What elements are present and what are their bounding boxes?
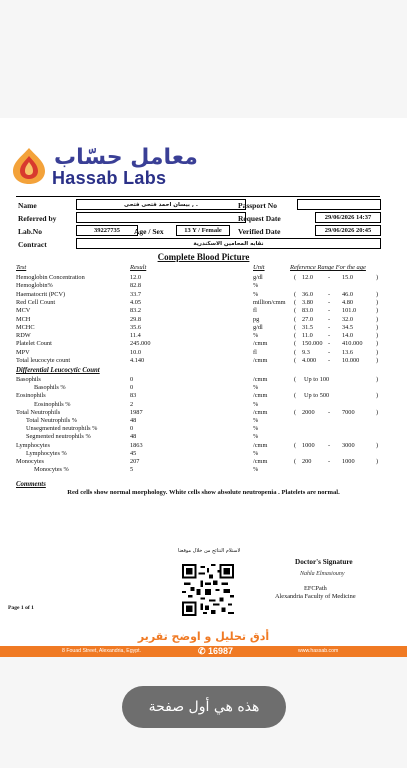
test-name: Unsegmented neutrophils % — [26, 425, 98, 433]
result-value: 245.000 — [130, 340, 151, 348]
ref-high: 10.000 — [342, 357, 360, 364]
test-name: MCHC — [16, 323, 35, 331]
table-row — [16, 324, 386, 332]
contract-label: Contract — [18, 240, 47, 249]
ref-open: ( — [294, 290, 297, 298]
ref-low: 36.0 — [302, 290, 314, 298]
ref-open: ( — [294, 298, 297, 306]
ref-dash: - — [328, 458, 331, 465]
test-name: MCH — [16, 315, 31, 323]
ref-low: 200 — [302, 458, 312, 465]
ref-high: 32.0 — [342, 315, 354, 323]
result-value: 48 — [130, 417, 137, 424]
request-date-label: Request Date — [238, 214, 281, 223]
result-value: 1863 — [130, 441, 143, 449]
test-name: Eosinophils — [16, 392, 46, 400]
info-row-name — [16, 199, 382, 212]
contract-value: نقابه المحامين الاسكندرية — [76, 238, 381, 249]
ref-high: 15.0 — [342, 274, 354, 281]
labno-value: 39227735 — [76, 225, 138, 236]
test-name: Basophils — [16, 376, 41, 383]
result-value: 12.0 — [130, 274, 142, 281]
info-row-labno — [16, 225, 382, 238]
ref-high: 14.0 — [342, 332, 354, 340]
ref-high: 410.000 — [342, 340, 363, 348]
ref-open: ( — [294, 376, 297, 383]
test-name: Segmented neutrophils % — [26, 433, 91, 441]
ref-high: 101.0 — [342, 307, 357, 315]
unit-value: % — [253, 400, 259, 408]
unit-value: million/cmm — [253, 298, 286, 306]
ref-low: 150.000 — [302, 340, 323, 348]
diff-title: Differential Leucocytic Count — [16, 367, 100, 374]
footer-website[interactable]: www.hassab.com — [298, 648, 339, 654]
ref-low: 2000 — [302, 408, 315, 416]
test-name: Monocytes % — [34, 466, 69, 474]
comments-label: Comments — [16, 481, 46, 488]
ref-open: ( — [294, 348, 297, 356]
table-row — [16, 376, 386, 384]
ref-open: ( — [294, 307, 297, 315]
ref-close: ) — [376, 348, 379, 356]
table-row — [16, 433, 386, 441]
ref-dash: - — [328, 441, 331, 449]
result-value: 0 — [130, 384, 134, 392]
table-row — [16, 274, 386, 282]
result-value: 33.7 — [130, 290, 142, 298]
ref-open: ( — [294, 332, 297, 340]
ref-open: ( — [294, 340, 297, 348]
result-value: 29.8 — [130, 315, 142, 323]
table-row — [16, 307, 386, 315]
ref-close: ) — [376, 315, 379, 323]
footer-bar — [0, 646, 407, 657]
unit-value: % — [253, 384, 259, 392]
ref-open: ( — [294, 408, 297, 416]
ref-dash: - — [328, 315, 331, 323]
test-name: Total Neutrophils — [16, 408, 61, 416]
unit-value: % — [253, 332, 259, 340]
unit-value: fl — [253, 307, 257, 315]
ref-close: ) — [376, 332, 379, 340]
test-name: Red Cell Count — [16, 298, 56, 306]
result-value: 207 — [130, 458, 140, 465]
verified-date-value: 29/06/2026 20:45 — [315, 225, 381, 236]
ref-open: ( — [294, 357, 297, 364]
table-row — [16, 291, 386, 299]
test-name: Monocytes — [16, 458, 44, 465]
ref-close: ) — [376, 458, 379, 465]
labno-label: Lab.No — [18, 227, 42, 236]
unit-value: /cmm — [253, 376, 268, 383]
ref-close: ) — [376, 340, 379, 348]
ref-dash: - — [328, 323, 331, 331]
test-name: Hemoglobin Concentration — [16, 274, 85, 281]
footer-address: 8 Fouad Street, Alexandria, Egypt. — [62, 648, 142, 654]
result-value: 4.140 — [130, 357, 145, 364]
table-row — [16, 340, 386, 348]
col-ref-header: Reference Range For the age — [290, 264, 366, 271]
test-name: Basophils % — [34, 384, 66, 392]
table-row — [16, 349, 386, 357]
ref-close: ) — [376, 298, 379, 306]
ref-close: ) — [376, 441, 379, 449]
test-name: Lymphocytes — [16, 441, 50, 449]
ref-low: 31.5 — [302, 323, 314, 331]
result-value: 5 — [130, 466, 134, 474]
name-value: بيسان احمد فتحى فتحى , . — [76, 199, 246, 210]
ref-low: 4.000 — [302, 357, 317, 364]
ref-high: 7000 — [342, 408, 355, 416]
footer-tagline: أدق تحليل و اوضح تقرير — [137, 630, 270, 643]
unit-value: % — [253, 282, 259, 290]
ref-open: ( — [294, 458, 297, 465]
footer-phone[interactable]: 16987 — [208, 646, 234, 656]
report-title: Complete Blood Picture — [157, 252, 250, 262]
ref-dash: - — [328, 340, 331, 348]
col-result-header: Result — [130, 264, 147, 271]
unit-value: g/dl — [253, 274, 263, 281]
table-row — [16, 442, 386, 450]
test-name: Hemoglobin% — [16, 282, 53, 290]
table-row — [16, 409, 386, 417]
passport-label: Passport No — [238, 201, 277, 210]
passport-value — [297, 199, 381, 210]
hassab-logo-icon — [12, 147, 46, 185]
ref-open: ( — [294, 392, 297, 400]
unit-value: /cmm — [253, 408, 268, 416]
comments-text: Red cells show normal morphology. White cells show absolute neutropenia . Platelets are normal. — [67, 489, 340, 496]
unit-value: % — [253, 466, 259, 474]
result-value: 83.2 — [130, 307, 142, 315]
unit-value: /cmm — [253, 392, 268, 400]
ref-low: 9.3 — [302, 348, 310, 356]
result-value: 82.8 — [130, 282, 142, 290]
ref-close: ) — [376, 408, 379, 416]
ref-dash: - — [328, 408, 331, 416]
result-value: 0 — [130, 376, 134, 383]
unit-value: % — [253, 433, 259, 441]
ref-high: 46.0 — [342, 290, 354, 298]
table-row — [16, 357, 386, 365]
ref-low: 3.80 — [302, 298, 314, 306]
result-value: 4.05 — [130, 298, 142, 306]
test-name: MPV — [16, 348, 30, 356]
info-divider — [16, 196, 380, 197]
table-row — [16, 401, 386, 409]
signature-scrawl: Nahla Elmasiouny — [300, 571, 345, 577]
signature-title: Doctor's Signature — [295, 558, 353, 566]
result-value: 1987 — [130, 408, 143, 416]
info-row-contract — [16, 238, 382, 251]
ref-low: 27.0 — [302, 315, 314, 323]
unit-value: /cmm — [253, 458, 268, 465]
test-name: Total leucocyte count — [16, 357, 71, 364]
ref-dash: - — [328, 307, 331, 315]
ref-high: 3000 — [342, 441, 355, 449]
ref-open: ( — [294, 315, 297, 323]
ref-dash: - — [328, 298, 331, 306]
test-name: MCV — [16, 307, 31, 315]
ref-dash: - — [328, 274, 331, 281]
ref-high: 34.5 — [342, 323, 354, 331]
result-value: 45 — [130, 449, 137, 457]
test-name: Lymphocytes % — [26, 449, 67, 457]
unit-value: % — [253, 449, 259, 457]
table-row — [16, 384, 386, 392]
ref-open: ( — [294, 323, 297, 331]
ref-text: Up to 500 — [304, 392, 330, 400]
test-name: RDW — [16, 332, 31, 340]
col-test-header: Test — [16, 264, 27, 271]
unit-value: fl — [253, 348, 257, 356]
unit-value: /cmm — [253, 441, 268, 449]
ref-close: ) — [376, 274, 379, 281]
ref-high: 1000 — [342, 458, 355, 465]
unit-value: % — [253, 425, 259, 433]
agesex-value: 13 Y / Female — [176, 225, 230, 236]
ref-close: ) — [376, 290, 379, 298]
ref-close: ) — [376, 323, 379, 331]
phone-icon: ✆ — [198, 646, 206, 656]
table-row — [16, 332, 386, 340]
table-row — [16, 458, 386, 466]
result-value: 35.6 — [130, 323, 142, 331]
ref-low: 12.0 — [302, 274, 314, 281]
brand-name-english: Hassab Labs — [52, 168, 167, 188]
unit-value: % — [253, 290, 259, 298]
result-value: 11.4 — [130, 332, 141, 340]
unit-value: /cmm — [253, 340, 268, 348]
ref-low: 1000 — [302, 441, 315, 449]
qr-note: لاستلام النتائج من خلال موقعنا — [178, 548, 241, 554]
unit-value: % — [253, 417, 259, 424]
ref-high: 13.6 — [342, 348, 354, 356]
ref-open: ( — [294, 274, 297, 281]
ref-text: Up to 100 — [304, 376, 330, 383]
referred-label: Referred by — [18, 214, 57, 223]
signature-affiliation: Alexandria Faculty of Medicine — [275, 593, 356, 600]
table-row — [16, 316, 386, 324]
table-row — [16, 466, 386, 474]
table-row — [16, 392, 386, 400]
agesex-label: Age / Sex — [134, 227, 164, 236]
ref-dash: - — [328, 357, 331, 364]
test-name: Haematocrit (PCV) — [16, 290, 66, 298]
table-row — [16, 425, 386, 433]
qr-code-icon[interactable] — [182, 564, 234, 616]
ref-dash: - — [328, 290, 331, 298]
table-row — [16, 282, 386, 290]
result-value: 0 — [130, 425, 134, 433]
table-row — [16, 299, 386, 307]
table-row — [16, 450, 386, 458]
ref-close: ) — [376, 357, 379, 364]
referred-value — [76, 212, 246, 223]
table-row — [16, 417, 386, 425]
unit-value: /cmm — [253, 357, 268, 364]
brand-name-arabic: معامل حسّاب — [54, 145, 198, 170]
name-label: Name — [18, 201, 37, 210]
ref-dash: - — [328, 348, 331, 356]
result-value: 2 — [130, 400, 134, 408]
ref-dash: - — [328, 332, 331, 340]
first-page-toast: هذه هي أول صفحة — [122, 686, 286, 728]
result-value: 48 — [130, 433, 137, 441]
test-name: Total Neutrophils % — [26, 417, 77, 424]
ref-open: ( — [294, 441, 297, 449]
info-row-referred — [16, 212, 382, 225]
result-value: 83 — [130, 392, 137, 400]
unit-value: pg — [253, 315, 260, 323]
verified-date-label: Verified Date — [238, 227, 281, 236]
result-value: 10.0 — [130, 348, 142, 356]
signature-credential: EFCPath — [304, 585, 327, 592]
request-date-value: 29/06/2026 14:37 — [315, 212, 381, 223]
test-name: Eosinophils % — [34, 400, 71, 408]
ref-low: 83.0 — [302, 307, 314, 315]
ref-close: ) — [376, 307, 379, 315]
ref-low: 11.0 — [302, 332, 313, 340]
col-unit-header: Unit — [253, 264, 265, 271]
page-number: Page 1 of 1 — [8, 605, 34, 611]
unit-value: g/dl — [253, 323, 263, 331]
ref-close: ) — [376, 376, 379, 383]
test-name: Platelet Count — [16, 340, 52, 348]
ref-high: 4.80 — [342, 298, 354, 306]
ref-close: ) — [376, 392, 379, 400]
